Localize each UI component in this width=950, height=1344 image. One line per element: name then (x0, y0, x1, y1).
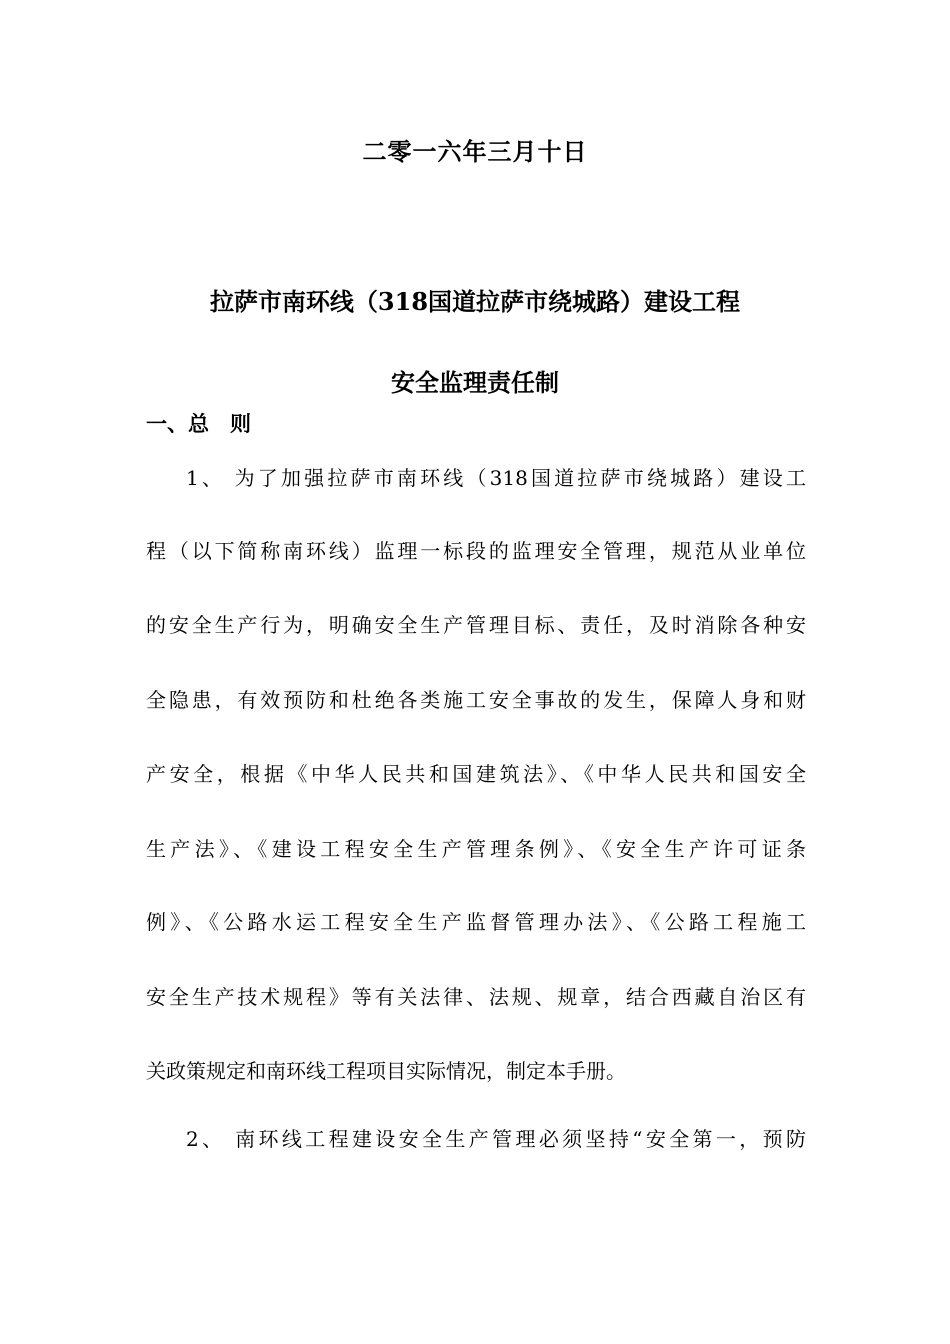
paragraph-1-line: 关政策规定和南环线工程项目实际情况，制定本手册。 (146, 1059, 626, 1083)
paragraph-1-line: 的安全生产行为，明确安全生产管理目标、责任，及时消除各种安 (146, 613, 806, 637)
paragraph-1-line: 例》、《公路水运工程安全生产监督管理办法》、《公路工程施工 (146, 910, 806, 934)
paragraph-1-line: 产安全，根据《中华人民共和国建筑法》、《中华人民共和国安全 (146, 762, 806, 786)
document-title-line-1: 拉萨市南环线（318国道拉萨市绕城路）建设工程 (209, 287, 741, 316)
paragraph-1-line: 全隐患，有效预防和杜绝各类施工安全事故的发生，保障人身和财 (146, 688, 806, 712)
paragraph-1-line: 安全生产技术规程》等有关法律、法规、规章，结合西藏自治区有 (146, 985, 806, 1009)
document-title-line-2: 安全监理责任制 (391, 368, 559, 397)
paragraph-1-line: 程（以下简称南环线）监理一标段的监理安全管理，规范从业单位 (146, 539, 806, 563)
paragraph-1-line: 生产法》、《建设工程安全生产管理条例》、《安全生产许可证条 (146, 837, 806, 861)
document-date: 二零一六年三月十日 (362, 137, 588, 166)
paragraph-1-line: 1、 为了加强拉萨市南环线（318国道拉萨市绕城路）建设工 (186, 466, 806, 490)
paragraph-2-line: 2、 南环线工程建设安全生产管理必须坚持“安全第一，预防 (186, 1127, 806, 1151)
section-heading-general: 一、总 则 (146, 411, 251, 436)
